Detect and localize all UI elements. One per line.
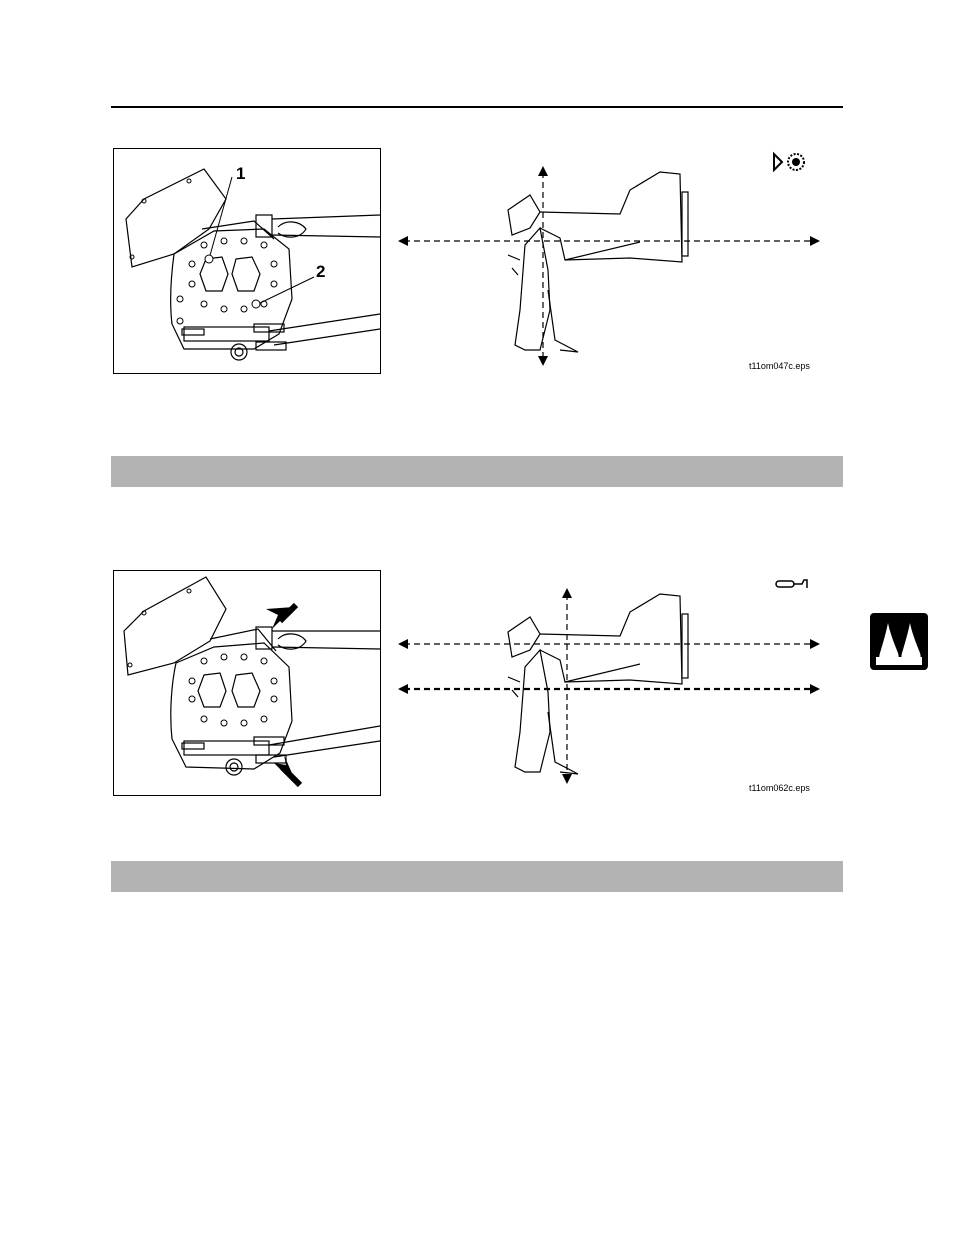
figure-1-detail [113, 148, 381, 374]
figure-2-side-view [390, 572, 830, 792]
grease-gun-icon [774, 576, 810, 592]
header-rule [111, 106, 843, 108]
figure-2-caption: t11om062c.eps [749, 783, 810, 793]
section-heading-bar-1 [111, 456, 843, 487]
section-heading-bar-2 [111, 861, 843, 892]
callout-1: 1 [236, 164, 246, 183]
fluids-drops-icon [870, 613, 928, 670]
figure-1-caption: t11om047c.eps [749, 361, 810, 371]
callout-2: 2 [316, 262, 326, 281]
figure-2-detail [113, 570, 381, 796]
check-oil-icon [772, 151, 812, 175]
side-tab-fluids [870, 613, 928, 670]
figure-1-illustration [114, 149, 380, 373]
figure-2-illustration [114, 571, 380, 795]
figure-1-side-view [390, 150, 830, 370]
